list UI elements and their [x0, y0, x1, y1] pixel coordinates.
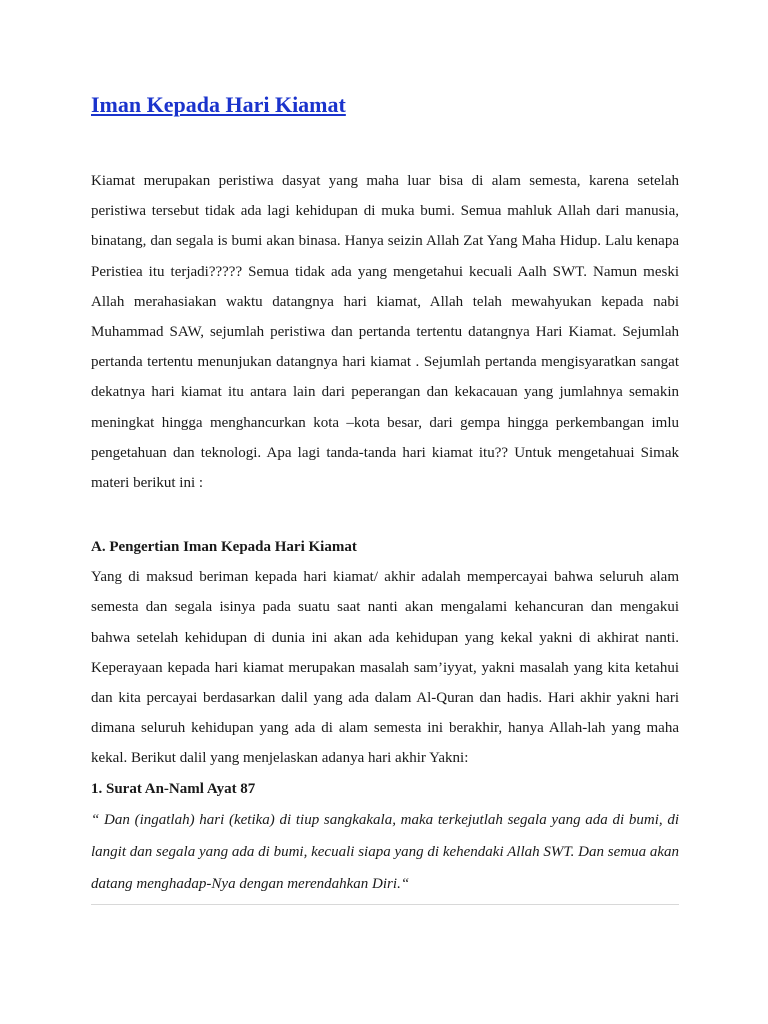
section-spacer [91, 498, 679, 532]
intro-paragraph: Kiamat merupakan peristiwa dasyat yang maha luar bisa di alam semesta, karena setelah peristiwa tersebut tidak ada lagi kehidupan di muka bumi. Semua mahluk Allah dari manusia, binatang, dan segala is bumi akan binasa. Hanya seizin Allah Zat Yang Maha Hidup. Lalu kenapa Peristiea itu terjadi????? Semua tidak ada yang mengetahui kecuali Aalh SWT. Namun meski Allah merahasiakan waktu datangnya hari kiamat, Allah telah mewahyukan kepada nabi Muhammad SAW, sejumlah peristiwa dan pertanda tertentu datangnya Hari Kiamat. Sejumlah pertanda tertentu menunjukan datangnya hari kiamat . Sejumlah pertanda mengisyaratkan sangat dekatnya hari kiamat itu antara lain dari peperangan dan kekacauan yang jumlahnya semakin meningkat hingga menghancurkan kota –kota besar, dari gempa hingga perkembangan imlu pengetahuan dan teknologi. Apa lagi tanda-tanda hari kiamat itu?? Untuk mengetahuai Simak materi berikut ini : [91, 173, 679, 492]
document-title-link[interactable]: Iman Kepada Hari Kiamat [91, 92, 346, 117]
section-a-heading: A. Pengertian Iman Kepada Hari Kiamat [91, 539, 357, 556]
document-page [91, 90, 679, 913]
subsection-1-heading: 1. Surat An-Naml Ayat 87 [91, 780, 256, 797]
subsection-1-quote: “ Dan (ingatlah) hari (ketika) di tiup sangkakala, maka terkejutlah segala yang ada di bumi, di langit dan segala yang ada di bumi, kecuali siapa yang di kehendaki Allah SWT. Dan semua akan datang menghadap-Nya dengan merendahkan Diri.“ [91, 811, 679, 892]
section-a-paragraph: Yang di maksud beriman kepada hari kiamat/ akhir adalah mempercayai bahwa seluruh alam semesta dan segala isinya pada suatu saat nanti akan mengalami kehancuran dan mengakui bahwa setelah kehidupan di dunia ini akan ada kehidupan yang kekal yakni di akhirat nanti. Keperayaan kepada hari kiamat merupakan masalah sam’iyyat, yakni masalah yang kita ketahui dan kita percayai berdasarkan dalil yang ada dalam Al-Quran dan hadis. Hari akhir yakni hari dimana seluruh kehidupan yang ada di alam semesta ini berakhir, hanya Allah-lah yang maha kekal. Berikut dalil yang menjelaskan adanya hari akhir Yakni: [91, 569, 679, 767]
bottom-divider [91, 904, 679, 905]
